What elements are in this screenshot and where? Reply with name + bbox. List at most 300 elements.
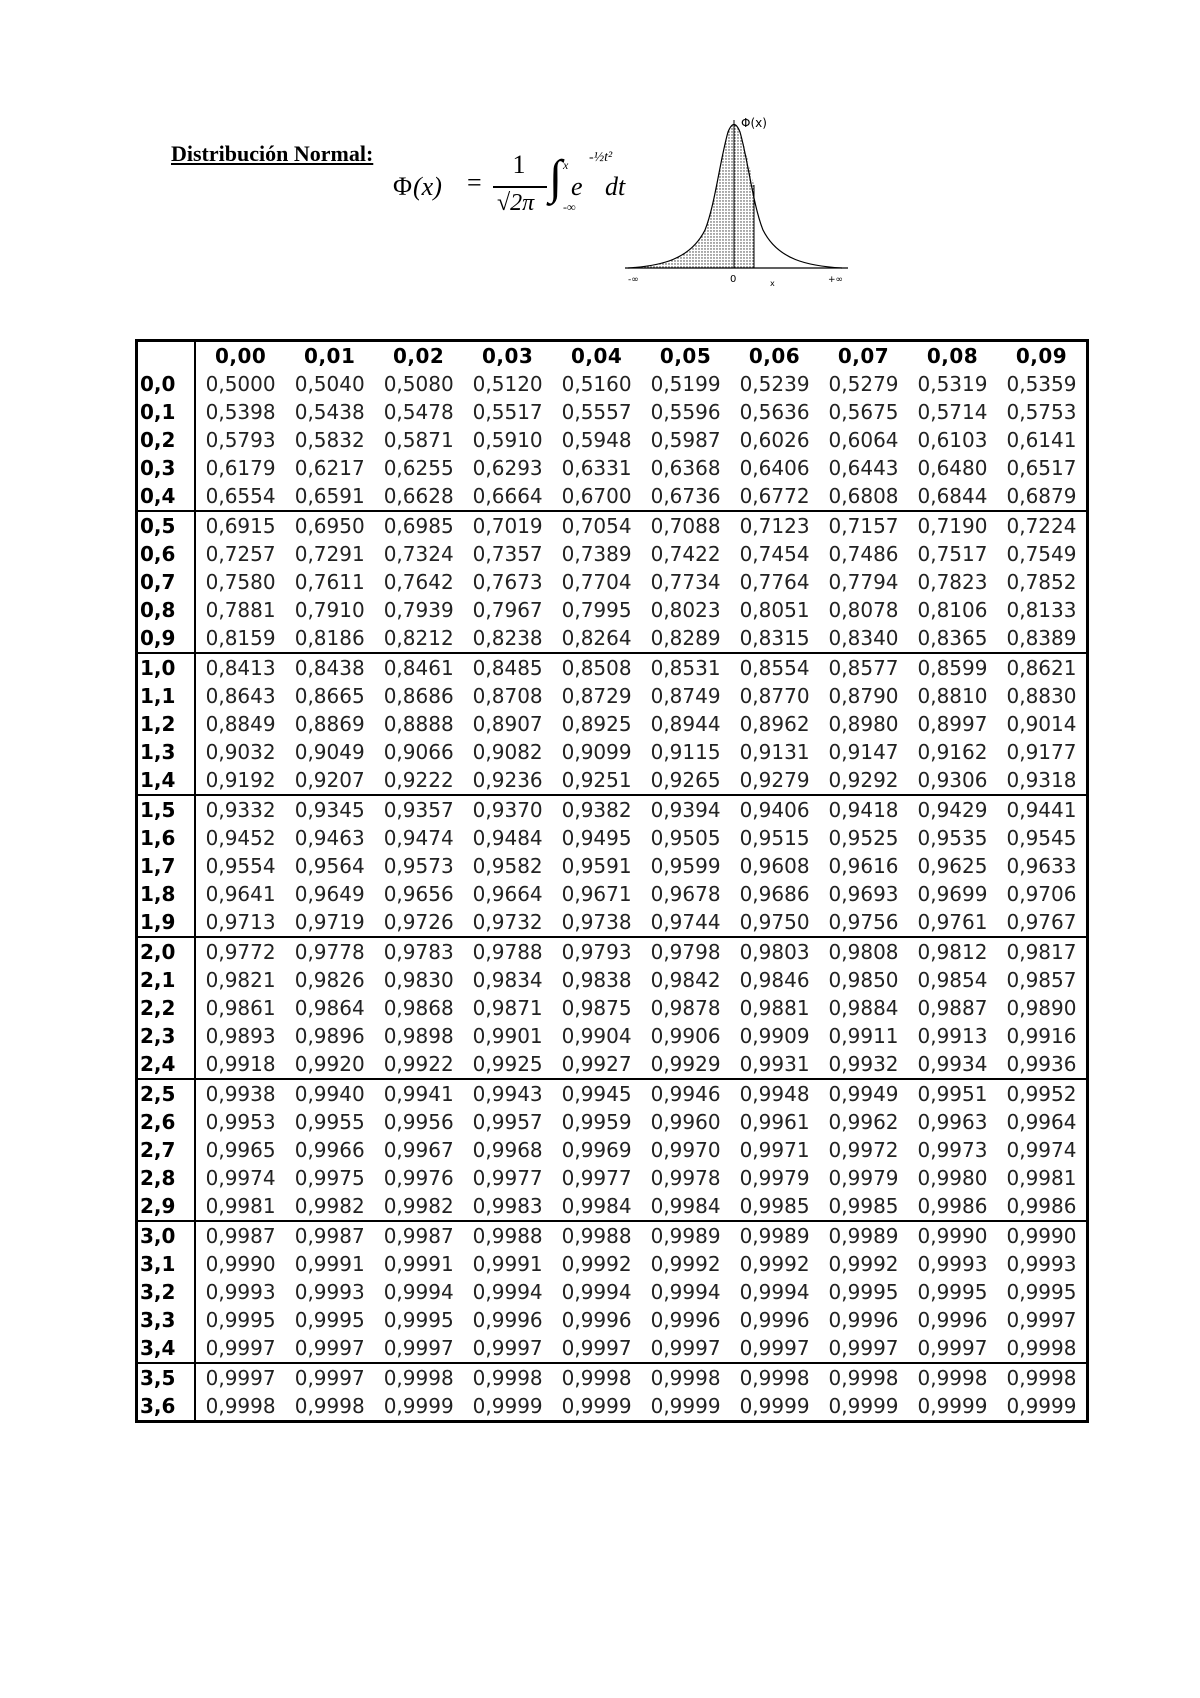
table-cell: 0,9986 — [997, 1192, 1086, 1221]
table-cell: 0,5398 — [205, 400, 276, 424]
table-cell: 0,9992 — [650, 1252, 721, 1276]
table-cell: 0,9997 — [294, 1366, 365, 1390]
table-cell: 0,5438 — [294, 400, 365, 424]
table-cell: 0,8944 — [650, 712, 721, 736]
table-cell: 0,9992 — [828, 1252, 899, 1276]
table-cell: 0,9918 — [195, 1050, 285, 1079]
row-header: 2,5 — [138, 1079, 195, 1108]
table-cell: 0,9726 — [374, 908, 463, 937]
table-cell: 0,9890 — [1006, 996, 1077, 1020]
table-cell: 0,9971 — [739, 1138, 810, 1162]
table-cell: 0,9979 — [828, 1166, 899, 1190]
table-cell: 0,9998 — [997, 1334, 1086, 1363]
row-header: 2,6 — [138, 1108, 195, 1136]
table-row — [138, 1079, 1086, 1108]
table-cell: 0,9599 — [650, 854, 721, 878]
table-cell: 0,9995 — [1006, 1280, 1077, 1304]
table-cell: 0,6879 — [997, 482, 1086, 511]
table-cell: 0,6844 — [908, 482, 997, 511]
table-cell: 0,9744 — [641, 908, 730, 937]
table-cell: 0,7967 — [472, 598, 543, 622]
table-cell: 0,7704 — [561, 570, 632, 594]
table-cell: 0,8810 — [917, 684, 988, 708]
table-cell: 0,9986 — [908, 1192, 997, 1221]
table-cell: 0,8340 — [819, 624, 908, 653]
table-cell: 0,9936 — [997, 1050, 1086, 1079]
row-header: 0,1 — [138, 398, 195, 426]
table-cell: 0,7088 — [650, 514, 721, 538]
table-cell: 0,7995 — [561, 598, 632, 622]
table-cell: 0,9793 — [561, 940, 632, 964]
table-cell: 0,9998 — [561, 1366, 632, 1390]
table-cell: 0,9980 — [917, 1166, 988, 1190]
table-cell: 0,9756 — [819, 908, 908, 937]
table-cell: 0,8599 — [917, 656, 988, 680]
row-header: 0,8 — [138, 596, 195, 624]
table-cell: 0,7881 — [205, 598, 276, 622]
table-cell: 0,7549 — [1006, 542, 1077, 566]
table-cell: 0,8159 — [195, 624, 285, 653]
table-cell: 0,9981 — [195, 1192, 285, 1221]
table-cell: 0,9993 — [917, 1252, 988, 1276]
table-cell: 0,9997 — [374, 1334, 463, 1363]
table-cell: 0,5987 — [650, 428, 721, 452]
table-cell: 0,6064 — [828, 428, 899, 452]
table-cell: 0,9834 — [472, 968, 543, 992]
table-cell: 0,5279 — [828, 372, 899, 396]
table-cell: 0,9545 — [1006, 826, 1077, 850]
table-cell: 0,9938 — [205, 1082, 276, 1106]
table-cell: 0,9582 — [472, 854, 543, 878]
table-cell: 0,9959 — [561, 1110, 632, 1134]
table-cell: 0,9236 — [463, 766, 552, 795]
table-row — [138, 795, 1086, 824]
table-cell: 0,8621 — [1006, 656, 1077, 680]
table-cell: 0,9982 — [374, 1192, 463, 1221]
table-cell: 0,9115 — [650, 740, 721, 764]
table-cell: 0,9868 — [383, 996, 454, 1020]
column-header: 0,05 — [659, 344, 712, 368]
table-cell: 0,5793 — [205, 428, 276, 452]
table-cell: 0,9706 — [1006, 882, 1077, 906]
table-cell: 0,6443 — [828, 456, 899, 480]
table-cell: 0,9998 — [739, 1366, 810, 1390]
table-cell: 0,9573 — [383, 854, 454, 878]
table-row — [138, 511, 1086, 540]
table-cell: 0,9973 — [917, 1138, 988, 1162]
table-cell: 0,9896 — [294, 1024, 365, 1048]
table-cell: 0,7454 — [739, 542, 810, 566]
table-cell: 0,9713 — [195, 908, 285, 937]
table-cell: 0,7580 — [205, 570, 276, 594]
table-cell: 0,9693 — [828, 882, 899, 906]
table-cell: 0,9821 — [205, 968, 276, 992]
table-cell: 0,9997 — [552, 1334, 641, 1363]
table-cell: 0,9418 — [828, 798, 899, 822]
column-header: 0,09 — [1015, 344, 1068, 368]
table-cell: 0,9998 — [294, 1394, 365, 1418]
table-cell: 0,9981 — [1006, 1166, 1077, 1190]
table-cell: 0,8708 — [472, 684, 543, 708]
row-header: 2,9 — [138, 1192, 195, 1221]
table-cell: 0,9992 — [561, 1252, 632, 1276]
table-cell: 0,7823 — [917, 570, 988, 594]
row-header: 1,6 — [138, 824, 195, 852]
table-cell: 0,9922 — [374, 1050, 463, 1079]
table-cell: 0,9965 — [205, 1138, 276, 1162]
table-cell: 0,9014 — [1006, 712, 1077, 736]
table-cell: 0,9987 — [294, 1224, 365, 1248]
row-header: 0,9 — [138, 624, 195, 653]
table-cell: 0,9911 — [828, 1024, 899, 1048]
table-cell: 0,9554 — [205, 854, 276, 878]
table-cell: 0,9988 — [472, 1224, 543, 1248]
table-cell: 0,9989 — [650, 1224, 721, 1248]
table-cell: 0,9985 — [730, 1192, 819, 1221]
table-cell: 0,9927 — [552, 1050, 641, 1079]
table-cell: 0,9949 — [828, 1082, 899, 1106]
table-cell: 0,9826 — [294, 968, 365, 992]
table-cell: 0,6915 — [205, 514, 276, 538]
table-cell: 0,9925 — [463, 1050, 552, 1079]
table-cell: 0,6554 — [195, 482, 285, 511]
table-cell: 0,6217 — [294, 456, 365, 480]
table-cell: 0,9803 — [739, 940, 810, 964]
table-cell: 0,9997 — [730, 1334, 819, 1363]
table-cell: 0,9066 — [383, 740, 454, 764]
bell-curve-diagram — [620, 110, 870, 290]
table-row — [138, 1022, 1086, 1050]
table-cell: 0,9625 — [917, 854, 988, 878]
table-cell: 0,8980 — [828, 712, 899, 736]
row-header: 3,2 — [138, 1278, 195, 1306]
table-cell: 0,9997 — [463, 1334, 552, 1363]
table-cell: 0,8869 — [294, 712, 365, 736]
table-cell: 0,9993 — [205, 1280, 276, 1304]
table-cell: 0,7939 — [383, 598, 454, 622]
table-cell: 0,9484 — [472, 826, 543, 850]
table-row — [138, 1192, 1086, 1221]
formula-differential: dt — [605, 172, 626, 201]
table-cell: 0,9955 — [294, 1110, 365, 1134]
table-cell: 0,9982 — [285, 1192, 374, 1221]
table-row — [138, 966, 1086, 994]
table-cell: 0,5080 — [383, 372, 454, 396]
table-cell: 0,9995 — [383, 1308, 454, 1332]
table-cell: 0,9968 — [472, 1138, 543, 1162]
table-cell: 0,9989 — [739, 1224, 810, 1248]
row-header: 2,7 — [138, 1136, 195, 1164]
table-cell: 0,8554 — [739, 656, 810, 680]
table-cell: 0,9812 — [917, 940, 988, 964]
table-cell: 0,9147 — [828, 740, 899, 764]
table-cell: 0,9997 — [1006, 1308, 1077, 1332]
axis-right-label: +∞ — [828, 275, 844, 285]
table-cell: 0,9992 — [739, 1252, 810, 1276]
table-cell: 0,9991 — [294, 1252, 365, 1276]
table-cell: 0,9656 — [383, 882, 454, 906]
table-cell: 0,9495 — [561, 826, 632, 850]
formula-fraction-bar — [493, 186, 547, 188]
table-row — [138, 880, 1086, 908]
table-cell: 0,9999 — [650, 1394, 721, 1418]
table-cell: 0,9463 — [294, 826, 365, 850]
normal-cdf-formula — [393, 120, 643, 230]
table-row — [138, 852, 1086, 880]
table-cell: 0,8389 — [997, 624, 1086, 653]
table-cell: 0,5319 — [917, 372, 988, 396]
table-cell: 0,9999 — [1006, 1394, 1077, 1418]
table-cell: 0,7734 — [650, 570, 721, 594]
formula-phi: Φ — [393, 172, 413, 201]
table-cell: 0,9997 — [205, 1366, 276, 1390]
table-cell: 0,5000 — [205, 372, 276, 396]
table-header-row — [138, 342, 1086, 370]
table-cell: 0,8770 — [739, 684, 810, 708]
formula-exponent: -½t² — [589, 150, 613, 165]
table-cell: 0,6700 — [552, 482, 641, 511]
table-cell: 0,8508 — [561, 656, 632, 680]
table-cell: 0,9370 — [472, 798, 543, 822]
table-row — [138, 766, 1086, 795]
table-cell: 0,9966 — [294, 1138, 365, 1162]
table-cell: 0,9995 — [917, 1280, 988, 1304]
table-cell: 0,8830 — [1006, 684, 1077, 708]
table-cell: 0,9875 — [561, 996, 632, 1020]
table-cell: 0,9838 — [561, 968, 632, 992]
table-cell: 0,8186 — [285, 624, 374, 653]
table-row — [138, 482, 1086, 511]
row-header: 0,3 — [138, 454, 195, 482]
table-row — [138, 710, 1086, 738]
table-cell: 0,9884 — [828, 996, 899, 1020]
table-cell: 0,5517 — [472, 400, 543, 424]
table-cell: 0,6368 — [650, 456, 721, 480]
table-cell: 0,6480 — [917, 456, 988, 480]
row-header: 2,8 — [138, 1164, 195, 1192]
table-cell: 0,6179 — [205, 456, 276, 480]
table-cell: 0,6950 — [294, 514, 365, 538]
table-cell: 0,7291 — [294, 542, 365, 566]
table-cell: 0,9983 — [463, 1192, 552, 1221]
row-header: 0,2 — [138, 426, 195, 454]
table-cell: 0,9441 — [1006, 798, 1077, 822]
table-cell: 0,6406 — [739, 456, 810, 480]
table-cell: 0,9893 — [205, 1024, 276, 1048]
row-header: 1,5 — [138, 795, 195, 824]
table-cell: 0,9996 — [739, 1308, 810, 1332]
table-row — [138, 1392, 1086, 1420]
table-cell: 0,8051 — [739, 598, 810, 622]
column-header: 0,06 — [748, 344, 801, 368]
table-cell: 0,9394 — [650, 798, 721, 822]
row-header: 3,6 — [138, 1392, 195, 1420]
table-cell: 0,7422 — [650, 542, 721, 566]
table-cell: 0,9967 — [383, 1138, 454, 1162]
row-header: 3,1 — [138, 1250, 195, 1278]
table-cell: 0,9995 — [828, 1280, 899, 1304]
axis-left-label: -∞ — [628, 275, 639, 285]
table-cell: 0,9750 — [730, 908, 819, 937]
table-cell: 0,6103 — [917, 428, 988, 452]
shaded-area — [628, 125, 754, 269]
table-cell: 0,9686 — [739, 882, 810, 906]
table-cell: 0,8106 — [917, 598, 988, 622]
table-cell: 0,9931 — [730, 1050, 819, 1079]
table-cell: 0,8665 — [294, 684, 365, 708]
table-cell: 0,8849 — [205, 712, 276, 736]
table-cell: 0,9996 — [917, 1308, 988, 1332]
table-cell: 0,9996 — [650, 1308, 721, 1332]
table-cell: 0,9999 — [383, 1394, 454, 1418]
table-cell: 0,9997 — [195, 1334, 285, 1363]
table-cell: 0,8238 — [463, 624, 552, 653]
table-cell: 0,8888 — [383, 712, 454, 736]
table-row — [138, 624, 1086, 653]
table-cell: 0,9969 — [561, 1138, 632, 1162]
table-cell: 0,5910 — [472, 428, 543, 452]
table-row — [138, 596, 1086, 624]
table-cell: 0,8315 — [730, 624, 819, 653]
table-cell: 0,9995 — [294, 1308, 365, 1332]
row-header: 0,5 — [138, 511, 195, 540]
table-cell: 0,9946 — [650, 1082, 721, 1106]
table-row — [138, 994, 1086, 1022]
table-cell: 0,9772 — [205, 940, 276, 964]
table-cell: 0,9987 — [205, 1224, 276, 1248]
table-cell: 0,9932 — [819, 1050, 908, 1079]
table-cell: 0,9999 — [472, 1394, 543, 1418]
table-cell: 0,9429 — [917, 798, 988, 822]
table-cell: 0,9963 — [917, 1110, 988, 1134]
table-cell: 0,5040 — [294, 372, 365, 396]
table-cell: 0,9177 — [1006, 740, 1077, 764]
table-cell: 0,9975 — [294, 1166, 365, 1190]
table-cell: 0,5871 — [383, 428, 454, 452]
table-cell: 0,9898 — [383, 1024, 454, 1048]
table-cell: 0,8365 — [908, 624, 997, 653]
table-cell: 0,9998 — [472, 1366, 543, 1390]
table-row — [138, 1278, 1086, 1306]
table-cell: 0,7517 — [917, 542, 988, 566]
table-cell: 0,7190 — [917, 514, 988, 538]
row-header: 2,1 — [138, 966, 195, 994]
table-cell: 0,9945 — [561, 1082, 632, 1106]
table-cell: 0,9995 — [205, 1308, 276, 1332]
table-cell: 0,7357 — [472, 542, 543, 566]
table-row — [138, 398, 1086, 426]
table-cell: 0,9916 — [1006, 1024, 1077, 1048]
table-cell: 0,9974 — [205, 1166, 276, 1190]
table-cell: 0,9864 — [294, 996, 365, 1020]
table-cell: 0,6255 — [383, 456, 454, 480]
table-cell: 0,9998 — [383, 1366, 454, 1390]
table-cell: 0,7389 — [561, 542, 632, 566]
table-cell: 0,9964 — [1006, 1110, 1077, 1134]
table-cell: 0,6026 — [739, 428, 810, 452]
table-cell: 0,9778 — [294, 940, 365, 964]
row-header: 1,4 — [138, 766, 195, 795]
formula-upper-limit: x — [563, 158, 569, 172]
column-header: 0,07 — [837, 344, 890, 368]
table-cell: 0,9131 — [739, 740, 810, 764]
table-cell: 0,9162 — [917, 740, 988, 764]
table-cell: 0,9474 — [383, 826, 454, 850]
table-cell: 0,9991 — [383, 1252, 454, 1276]
table-cell: 0,9998 — [828, 1366, 899, 1390]
page-title: Distribución Normal: — [171, 141, 374, 166]
table-cell: 0,9265 — [641, 766, 730, 795]
table-cell: 0,9738 — [552, 908, 641, 937]
table-cell: 0,9929 — [641, 1050, 730, 1079]
column-header: 0,04 — [570, 344, 623, 368]
table-cell: 0,7054 — [561, 514, 632, 538]
row-header: 0,0 — [138, 370, 195, 398]
table-cell: 0,9032 — [205, 740, 276, 764]
table-cell: 0,8023 — [650, 598, 721, 622]
table-cell: 0,9977 — [561, 1166, 632, 1190]
table-row — [138, 937, 1086, 966]
table-cell: 0,5675 — [828, 400, 899, 424]
table-cell: 0,7324 — [383, 542, 454, 566]
table-cell: 0,9641 — [205, 882, 276, 906]
row-header: 0,7 — [138, 568, 195, 596]
table-cell: 0,9994 — [739, 1280, 810, 1304]
table-cell: 0,9633 — [1006, 854, 1077, 878]
row-header: 0,4 — [138, 482, 195, 511]
axis-zero-label: 0 — [730, 274, 737, 285]
table-cell: 0,5714 — [917, 400, 988, 424]
table-cell: 0,9719 — [285, 908, 374, 937]
table-cell: 0,8790 — [828, 684, 899, 708]
table-cell: 0,9279 — [730, 766, 819, 795]
table-cell: 0,7852 — [1006, 570, 1077, 594]
table-cell: 0,7910 — [294, 598, 365, 622]
table-cell: 0,7673 — [472, 570, 543, 594]
table-cell: 0,9994 — [561, 1280, 632, 1304]
table-row — [138, 1221, 1086, 1250]
table-row — [138, 426, 1086, 454]
table-cell: 0,5478 — [383, 400, 454, 424]
table-row — [138, 1363, 1086, 1392]
row-header: 2,3 — [138, 1022, 195, 1050]
table-cell: 0,9961 — [739, 1110, 810, 1134]
table-cell: 0,6736 — [641, 482, 730, 511]
table-cell: 0,9990 — [205, 1252, 276, 1276]
table-cell: 0,5239 — [739, 372, 810, 396]
table-cell: 0,8997 — [917, 712, 988, 736]
formula-argument: (x) — [413, 172, 442, 201]
table-cell: 0,9817 — [1006, 940, 1077, 964]
table-cell: 0,9960 — [650, 1110, 721, 1134]
table-cell: 0,9989 — [828, 1224, 899, 1248]
row-header: 1,1 — [138, 682, 195, 710]
table-cell: 0,9382 — [561, 798, 632, 822]
table-cell: 0,9671 — [561, 882, 632, 906]
table-cell: 0,9798 — [650, 940, 721, 964]
table-cell: 0,8078 — [828, 598, 899, 622]
table-cell: 0,9998 — [1006, 1366, 1077, 1390]
table-cell: 0,9207 — [285, 766, 374, 795]
table-cell: 0,7157 — [828, 514, 899, 538]
table-cell: 0,8686 — [383, 684, 454, 708]
table-cell: 0,9962 — [828, 1110, 899, 1134]
row-header: 3,5 — [138, 1363, 195, 1392]
table-cell: 0,7642 — [383, 570, 454, 594]
table-cell: 0,9332 — [205, 798, 276, 822]
table-cell: 0,9292 — [819, 766, 908, 795]
table-cell: 0,9972 — [828, 1138, 899, 1162]
